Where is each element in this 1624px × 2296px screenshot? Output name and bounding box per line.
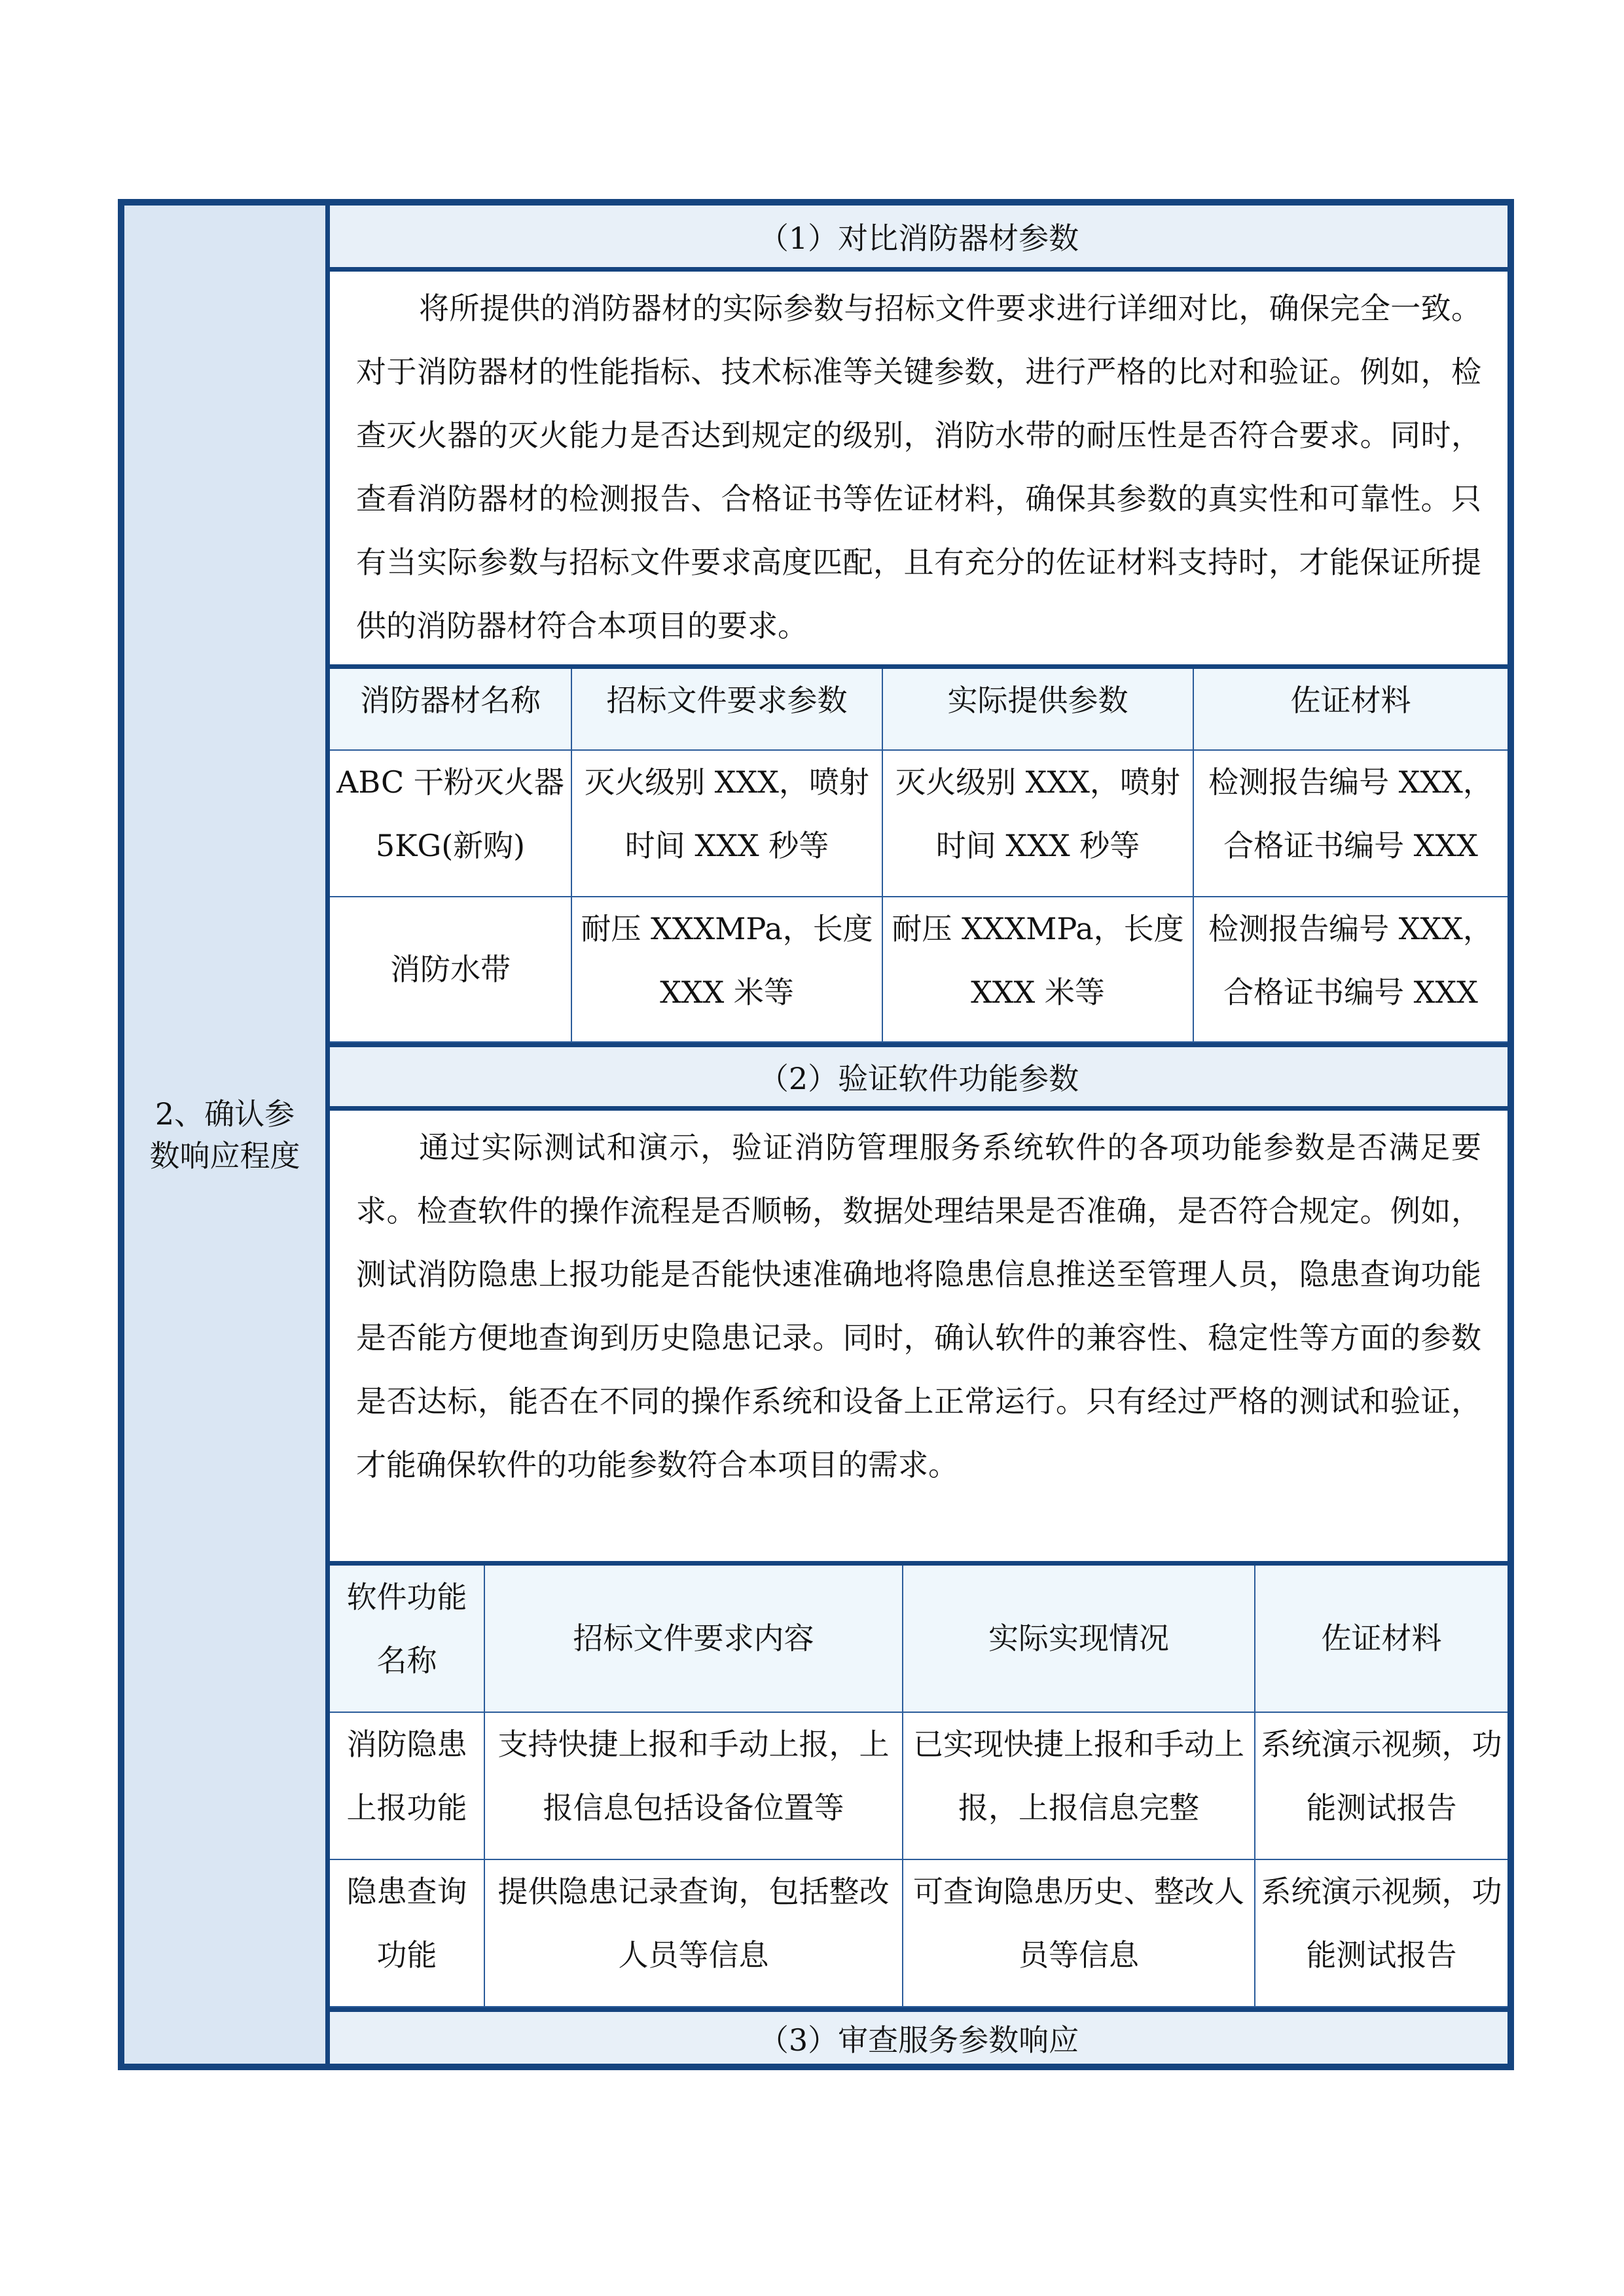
header-cell: 消防器材名称 [330, 669, 571, 750]
parameter-response-table [118, 199, 1514, 2070]
table-cell: 提供隐患记录查询，包括整改人员等信息 [484, 1859, 903, 2007]
table-row [330, 750, 1507, 897]
table-cell: 灭火级别 XXX，喷射时间 XXX 秒等 [571, 750, 882, 897]
software-function-table [330, 1566, 1507, 2007]
table-cell: 消防水带 [330, 897, 571, 1042]
table-cell: 灭火级别 XXX，喷射时间 XXX 秒等 [882, 750, 1193, 897]
header-cell: 佐证材料 [1193, 669, 1507, 750]
content-column [330, 206, 1507, 2064]
section-2-paragraph: 通过实际测试和演示，验证消防管理服务系统软件的各项功能参数是否满足要求。检查软件的操作流程是否顺畅，数据处理结果是否准确，是否符合规定。例如，测试消防隐患上报功能是否能快速准确地将隐患信息推送至管理人员，隐患查询功能是否能方便地查询到历史隐患记录。同时，确认软件的兼容性、稳定性等方面的参数是否达标，能否在不同的操作系统和设备上正常运行。只有经过严格的测试和验证，才能确保软件的功能参数符合本项目的需求。 [330, 1106, 1507, 1566]
row-label-cell [124, 206, 330, 2064]
table-cell: 隐患查询功能 [330, 1859, 484, 2007]
table-cell: 系统演示视频，功能测试报告 [1255, 1712, 1507, 1859]
section-2-title: （2）验证软件功能参数 [330, 1047, 1507, 1106]
table-header-row [330, 669, 1507, 750]
header-cell: 实际提供参数 [882, 669, 1193, 750]
equipment-table-wrap [330, 669, 1507, 1047]
header-cell: 佐证材料 [1255, 1566, 1507, 1712]
table-row [330, 1712, 1507, 1859]
equipment-parameter-table [330, 669, 1507, 1043]
table-cell: 耐压 XXXMPa，长度 XXX 米等 [571, 897, 882, 1042]
header-cell: 招标文件要求内容 [484, 1566, 903, 1712]
table-cell: 可查询隐患历史、整改人员等信息 [903, 1859, 1255, 2007]
software-table-wrap [330, 1566, 1507, 2012]
header-cell: 实际实现情况 [903, 1566, 1255, 1712]
table-row [330, 1859, 1507, 2007]
header-cell: 招标文件要求参数 [571, 669, 882, 750]
table-cell: ABC 干粉灭火器 5KG(新购) [330, 750, 571, 897]
section-1-paragraph: 将所提供的消防器材的实际参数与招标文件要求进行详细对比，确保完全一致。对于消防器材的性能指标、技术标准等关键参数，进行严格的比对和验证。例如，检查灭火器的灭火能力是否达到规定的级别，消防水带的耐压性是否符合要求。同时，查看消防器材的检测报告、合格证书等佐证材料，确保其参数的真实性和可靠性。只有当实际参数与招标文件要求高度匹配，且有充分的佐证材料支持时，才能保证所提供的消防器材符合本项目的要求。 [330, 267, 1507, 669]
table-header-row [330, 1566, 1507, 1712]
table-row [330, 897, 1507, 1042]
table-cell: 支持快捷上报和手动上报，上报信息包括设备位置等 [484, 1712, 903, 1859]
table-cell: 系统演示视频，功能测试报告 [1255, 1859, 1507, 2007]
section-3-title: （3）审查服务参数响应 [330, 2012, 1507, 2064]
table-cell: 耐压 XXXMPa，长度 XXX 米等 [882, 897, 1193, 1042]
table-cell: 检测报告编号 XXX，合格证书编号 XXX [1193, 897, 1507, 1042]
table-cell: 消防隐患上报功能 [330, 1712, 484, 1859]
header-cell: 软件功能名称 [330, 1566, 484, 1712]
table-cell: 检测报告编号 XXX，合格证书编号 XXX [1193, 750, 1507, 897]
row-label: 2、确认参数响应程度 [149, 1096, 300, 1174]
table-cell: 已实现快捷上报和手动上报，上报信息完整 [903, 1712, 1255, 1859]
section-1-title: （1）对比消防器材参数 [330, 206, 1507, 267]
